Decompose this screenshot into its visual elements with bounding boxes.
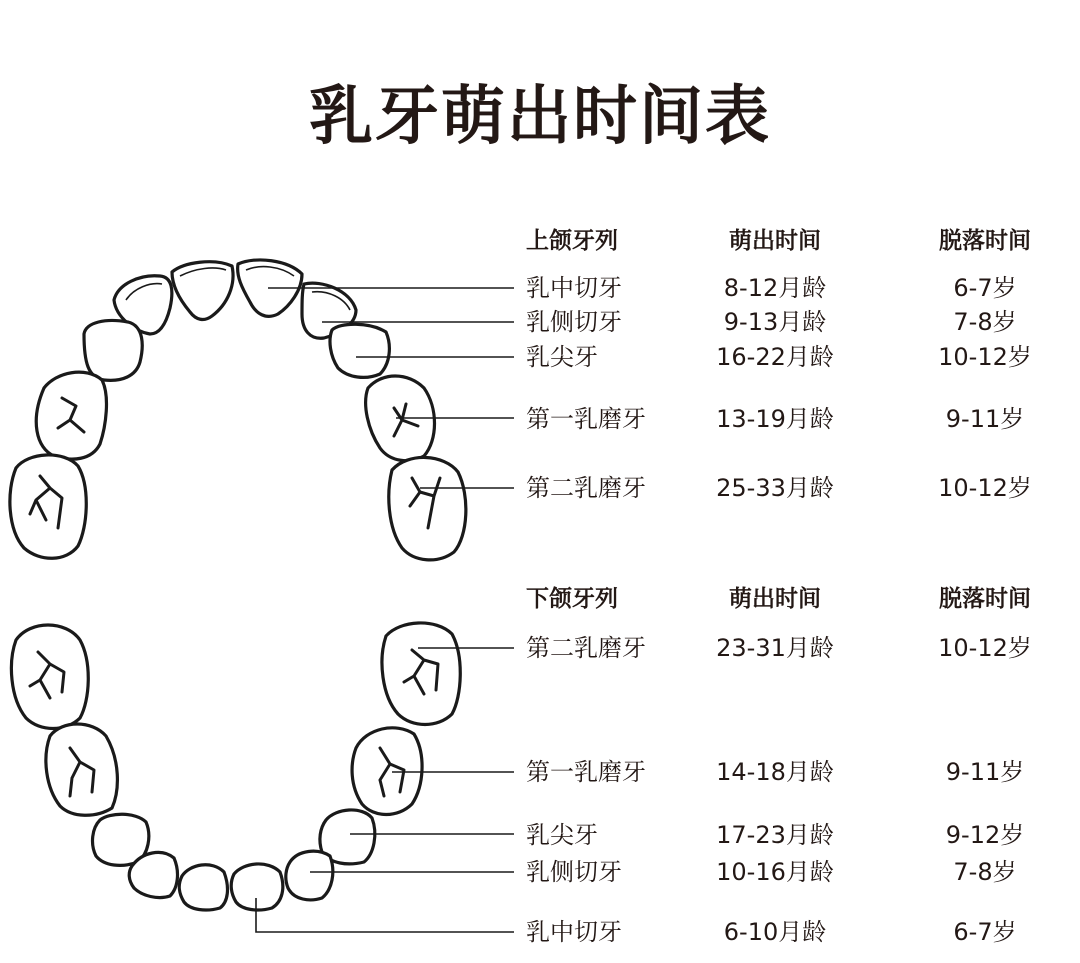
lower-row-name: 乳中切牙 <box>526 918 622 946</box>
upper-row-shed: 10-12岁 <box>938 474 1032 502</box>
upper-header-eruption: 萌出时间 <box>729 228 821 254</box>
lower-right-first-molar-tooth <box>46 724 117 815</box>
upper-row-name: 第一乳磨牙 <box>526 405 646 433</box>
lower-left-central-incisor-tooth <box>231 864 283 910</box>
lower-row-erupt: 10-16月龄 <box>716 858 834 886</box>
upper-header-shedding: 脱落时间 <box>939 228 1031 254</box>
lower-row-name: 第一乳磨牙 <box>526 758 646 786</box>
upper-row-shed: 9-11岁 <box>945 405 1025 433</box>
upper-arch <box>10 260 466 560</box>
lower-right-lateral-incisor-tooth <box>129 852 177 897</box>
lower-row-shed: 10-12岁 <box>938 634 1032 662</box>
upper-row-erupt: 16-22月龄 <box>716 343 834 371</box>
upper-row-erupt: 8-12月龄 <box>723 274 827 302</box>
upper-row-name: 乳中切牙 <box>526 274 622 302</box>
lower-row-shed: 9-12岁 <box>945 821 1025 849</box>
lower-header-shedding: 脱落时间 <box>939 586 1031 612</box>
upper-row-shed: 6-7岁 <box>953 274 1017 302</box>
upper-row-name: 第二乳磨牙 <box>526 474 646 502</box>
upper-right-canine-tooth <box>84 321 142 381</box>
lower-row-erupt: 17-23月龄 <box>716 821 834 849</box>
upper-left-canine-tooth <box>330 324 389 377</box>
lower-row-name: 第二乳磨牙 <box>526 634 646 662</box>
leader-lower-central-incisor <box>256 898 514 932</box>
upper-row-shed: 10-12岁 <box>938 343 1032 371</box>
lower-arch <box>11 623 460 910</box>
lower-row-name: 乳侧切牙 <box>526 858 622 886</box>
lower-right-central-incisor-tooth <box>179 865 227 910</box>
lower-left-second-molar-tooth <box>382 623 460 725</box>
page-title: 乳牙萌出时间表 <box>309 80 771 154</box>
upper-row-erupt: 9-13月龄 <box>723 308 827 336</box>
lower-header-eruption: 萌出时间 <box>729 586 821 612</box>
lower-row-shed: 6-7岁 <box>953 918 1017 946</box>
lower-row-name: 乳尖牙 <box>526 821 598 849</box>
upper-row-erupt: 25-33月龄 <box>716 474 834 502</box>
upper-left-second-molar-tooth <box>389 457 466 559</box>
lower-left-lateral-incisor-tooth <box>286 851 333 900</box>
upper-right-second-molar-tooth <box>10 455 86 558</box>
lower-row-erupt: 14-18月龄 <box>716 758 834 786</box>
upper-row-name: 乳侧切牙 <box>526 308 622 336</box>
lower-row-erupt: 6-10月龄 <box>723 918 827 946</box>
lower-row-erupt: 23-31月龄 <box>716 634 834 662</box>
upper-header-dentition: 上颌牙列 <box>526 228 618 254</box>
lower-row-shed: 9-11岁 <box>945 758 1025 786</box>
lower-right-second-molar-tooth <box>11 625 88 729</box>
upper-row-name: 乳尖牙 <box>526 343 598 371</box>
lower-row-shed: 7-8岁 <box>953 858 1017 886</box>
lower-header-dentition: 下颌牙列 <box>526 586 618 612</box>
upper-right-central-incisor-tooth <box>172 262 233 320</box>
upper-row-shed: 7-8岁 <box>953 308 1017 336</box>
upper-row-erupt: 13-19月龄 <box>716 405 834 433</box>
